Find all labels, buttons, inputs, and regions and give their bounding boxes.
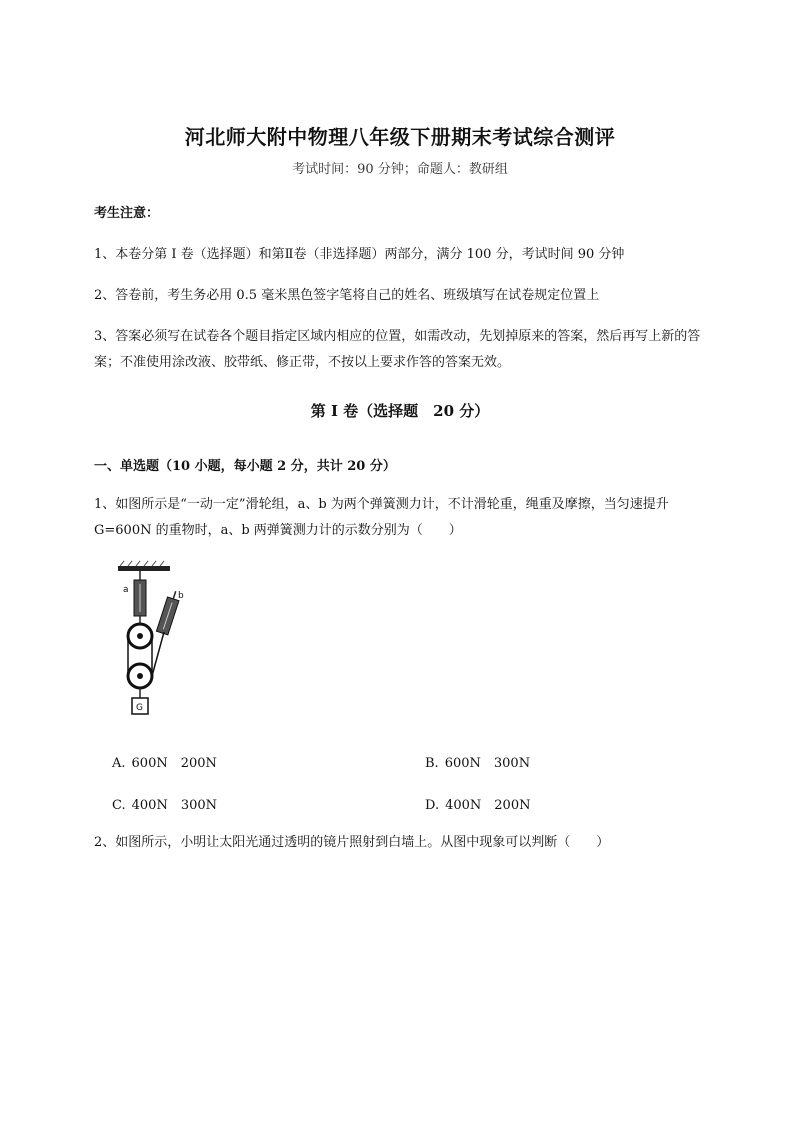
section-title: 第 I 卷（选择题 20 分） xyxy=(310,402,490,420)
notice-item-3: 3、答案必须写在试卷各个题目指定区域内相应的位置，如需改动，先划掉原来的答案，然后再写上新的答案；不准使用涂改液、胶带纸、修正带，不按以上要求作答的答案无效。 xyxy=(94,329,701,370)
exam-subtitle: 考试时间：90 分钟；命题人：教研组 xyxy=(292,162,508,177)
notice-item-1: 1、本卷分第 I 卷（选择题）和第Ⅱ卷（非选择题）两部分，满分 100 分，考试时间 90 分钟 xyxy=(94,247,625,262)
option-b-text: 600N 300N xyxy=(444,756,531,771)
rope-right xyxy=(152,632,164,676)
notice-heading: 考生注意： xyxy=(94,206,160,221)
label-g: G xyxy=(136,703,143,713)
ceiling-hatch xyxy=(120,561,164,566)
option-c[interactable] xyxy=(112,794,223,813)
exam-title: 河北师大附中物理八年级下册期末考试综合测评 xyxy=(184,125,616,149)
label-b: b xyxy=(178,591,184,601)
option-b-letter: B. xyxy=(425,756,439,771)
option-d-text: 400N 200N xyxy=(445,798,531,813)
option-a-letter: A. xyxy=(112,756,126,771)
option-a-text: 600N 200N xyxy=(131,756,217,771)
option-a[interactable] xyxy=(112,752,223,771)
label-a: a xyxy=(123,585,129,595)
option-d-letter: D. xyxy=(425,798,440,813)
question-2-text: 2、如图所示，小明让太阳光通过透明的镜片照射到白墙上。从图中现象可以判断（ ） xyxy=(94,835,610,850)
option-c-text: 400N 300N xyxy=(131,798,218,813)
pulley-diagram xyxy=(108,560,198,720)
option-c-letter: C. xyxy=(112,798,126,813)
part-heading: 一、单选题（10 小题，每小题 2 分，共计 20 分） xyxy=(94,459,396,474)
question-1-text: 1、如图所示是“一动一定”滑轮组，a、b 为两个弹簧测力计，不计滑轮重，绳重及摩擦，当匀速提升 G=600N 的重物时，a、b 两弹簧测力计的示数分别为（ ） xyxy=(94,497,669,538)
option-b[interactable] xyxy=(425,752,536,771)
option-d[interactable] xyxy=(425,794,536,813)
notice-item-2: 2、答卷前，考生务必用 0.5 毫米黑色签字笔将自己的姓名、班级填写在试卷规定位置上 xyxy=(94,288,600,303)
ceiling-bar xyxy=(118,566,170,571)
